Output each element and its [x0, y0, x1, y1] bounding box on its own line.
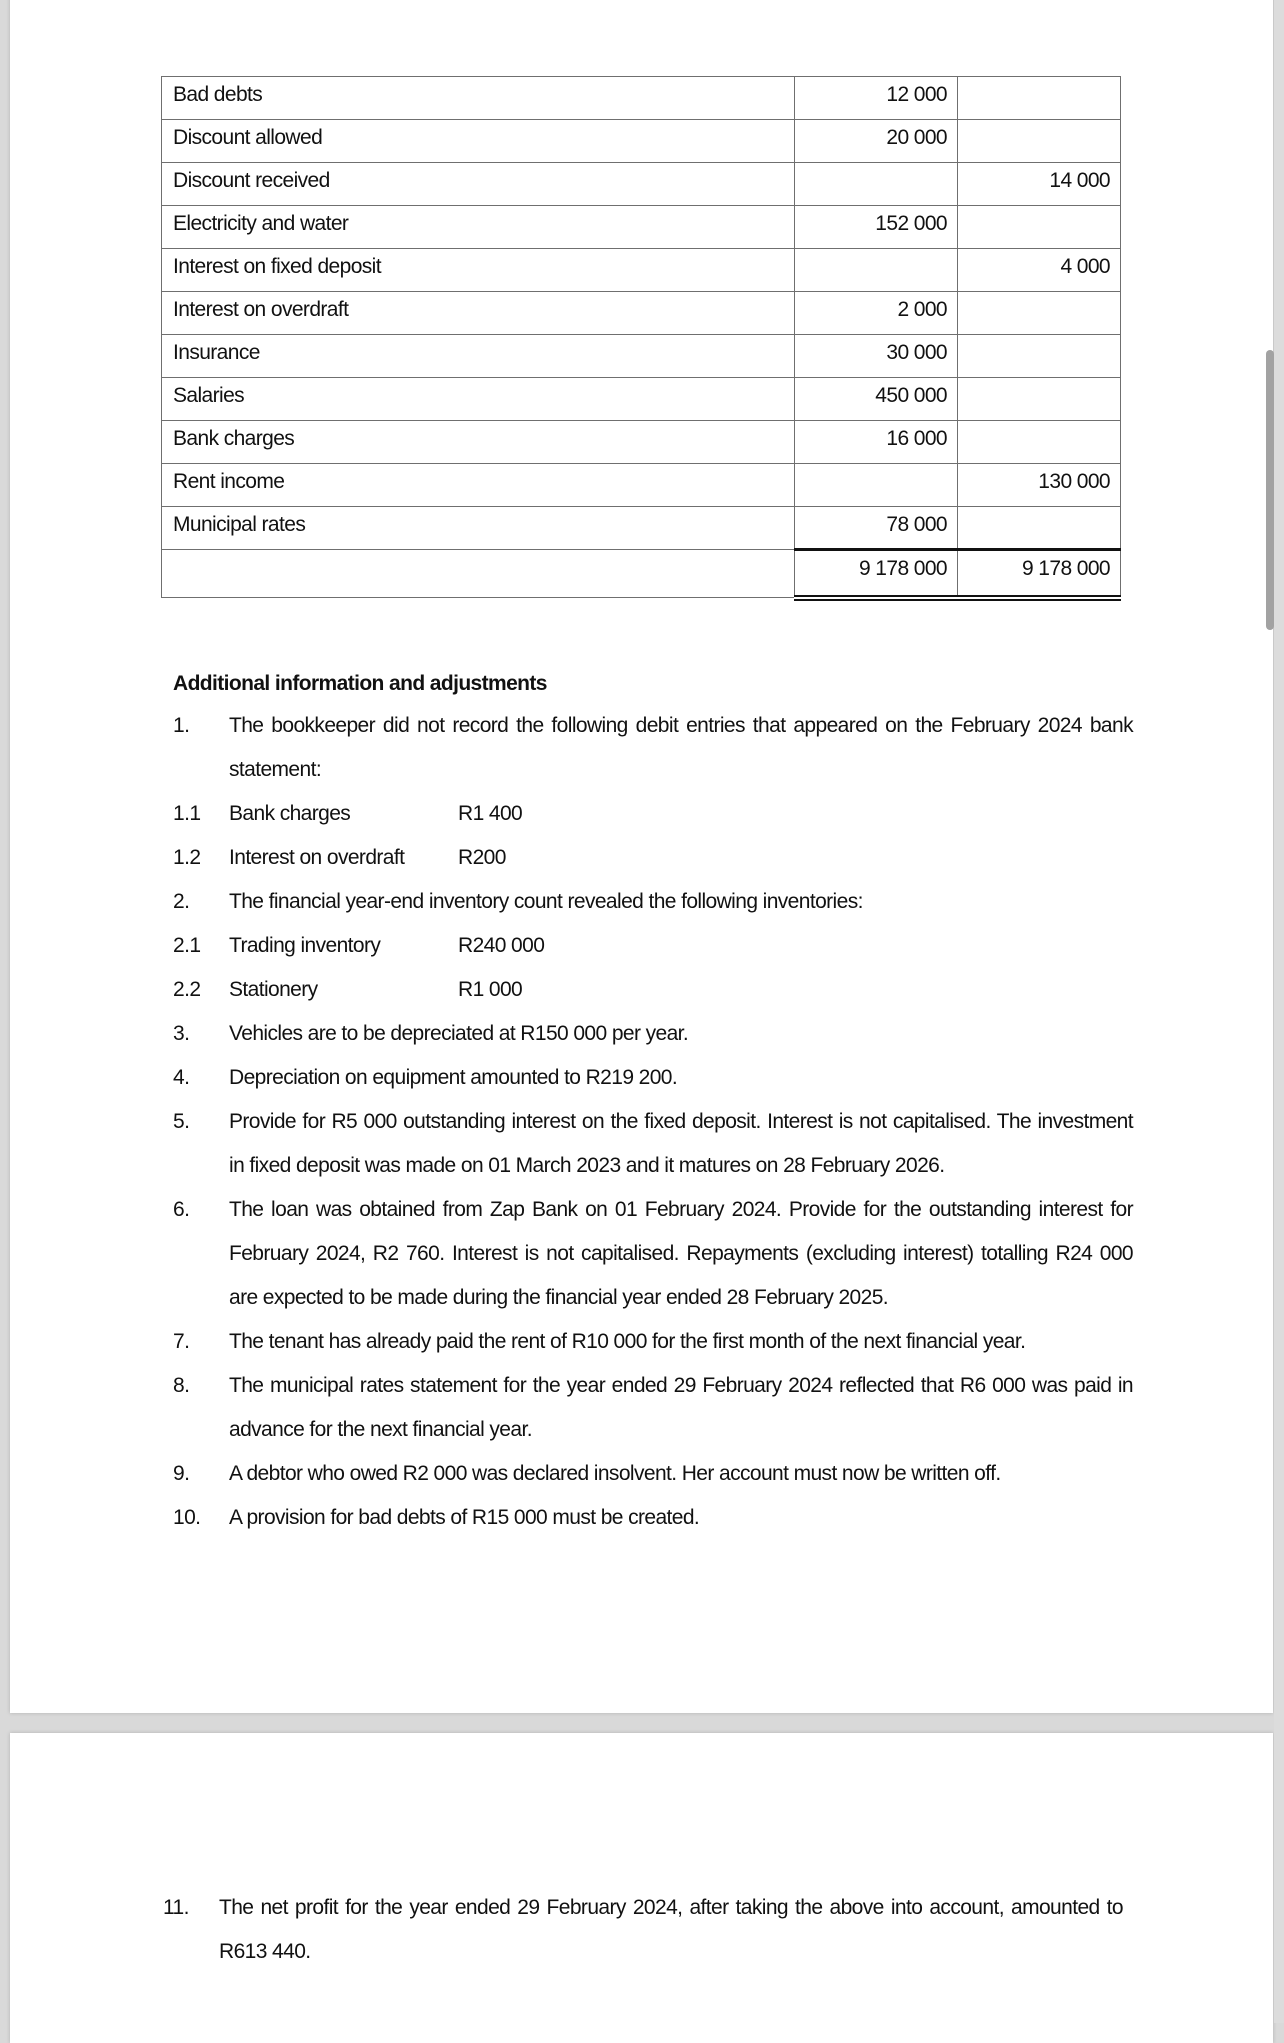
list-item: [173, 880, 1133, 924]
item-value: R200: [458, 846, 506, 869]
list-item: [173, 704, 1133, 792]
account-name: Bank charges: [162, 421, 795, 464]
account-name: Interest on overdraft: [162, 292, 795, 335]
account-name: Salaries: [162, 378, 795, 421]
item-number: 1.: [173, 714, 190, 737]
sub-list-item: [173, 836, 1133, 880]
list-item: [173, 1364, 1133, 1452]
credit-amount: [958, 421, 1121, 464]
account-name: Bad debts: [162, 77, 795, 120]
item-text: The net profit for the year ended 29 February 2024, after taking the above into account, amounted to R613 440.: [219, 1896, 1123, 1963]
table-row: [162, 464, 1121, 507]
table-row: [162, 507, 1121, 550]
credit-amount: [958, 292, 1121, 335]
item-value: R240 000: [458, 934, 545, 957]
table-row: [162, 421, 1121, 464]
scrollbar-thumb[interactable]: [1266, 350, 1274, 630]
item-text: Depreciation on equipment amounted to R219 200.: [229, 1066, 678, 1089]
account-name: Discount received: [162, 163, 795, 206]
credit-amount: [958, 77, 1121, 120]
table-row: [162, 249, 1121, 292]
item-number: 9.: [173, 1462, 190, 1485]
item-number: 10.: [173, 1506, 201, 1529]
item-number: 2.: [173, 890, 190, 913]
debit-amount: 20 000: [795, 120, 958, 163]
item-number: 11.: [163, 1896, 189, 1919]
credit-amount: [958, 206, 1121, 249]
sub-list-item: [173, 968, 1133, 1012]
table-row: [162, 120, 1121, 163]
debit-amount: 12 000: [795, 77, 958, 120]
item-number: 1.1: [173, 802, 201, 825]
total-label: [162, 550, 795, 598]
sub-list-item: [173, 924, 1133, 968]
debit-amount: [795, 464, 958, 507]
account-name: Interest on fixed deposit: [162, 249, 795, 292]
item-number: 5.: [173, 1110, 190, 1133]
list-item: [173, 1496, 1133, 1540]
item-number: 4.: [173, 1066, 190, 1089]
credit-amount: 14 000: [958, 163, 1121, 206]
debit-amount: 152 000: [795, 206, 958, 249]
item-text: A provision for bad debts of R15 000 must be created.: [229, 1506, 700, 1529]
account-name: Municipal rates: [162, 507, 795, 550]
item-text: The loan was obtained from Zap Bank on 01 February 2024. Provide for the outstanding interest for February 2024, R2 760. Interest is not capitalised. Repayments (excluding interest) totalling R24 000 are expected to be made during the financial year ended 28 February 2025.: [229, 1198, 1133, 1309]
item-number: 2.2: [173, 978, 201, 1001]
credit-amount: 4 000: [958, 249, 1121, 292]
item-number: 8.: [173, 1374, 190, 1397]
debit-amount: 30 000: [795, 335, 958, 378]
list-item: [173, 1056, 1133, 1100]
credit-amount: 130 000: [958, 464, 1121, 507]
item-text: The financial year-end inventory count revealed the following inventories:: [229, 890, 863, 913]
item-text: The municipal rates statement for the year ended 29 February 2024 reflected that R6 000 was paid in advance for the next financial year.: [229, 1374, 1133, 1441]
table-row: [162, 163, 1121, 206]
item-text: The bookkeeper did not record the following debit entries that appeared on the February 2024 bank statement:: [229, 714, 1133, 781]
item-text: Vehicles are to be depreciated at R150 000 per year.: [229, 1022, 689, 1045]
document-page-1: [10, 0, 1273, 1713]
credit-amount: [958, 335, 1121, 378]
item-label: Stationery: [229, 978, 318, 1001]
debit-amount: [795, 163, 958, 206]
trial-balance-table: [161, 76, 1121, 601]
additional-information-continued: [163, 1886, 1123, 1974]
total-credit: 9 178 000: [958, 550, 1121, 598]
account-name: Rent income: [162, 464, 795, 507]
item-number: 6.: [173, 1198, 190, 1221]
account-name: Insurance: [162, 335, 795, 378]
item-label: Interest on overdraft: [229, 846, 405, 869]
credit-amount: [958, 378, 1121, 421]
debit-amount: 78 000: [795, 507, 958, 550]
debit-amount: 2 000: [795, 292, 958, 335]
table-row: [162, 206, 1121, 249]
debit-amount: 450 000: [795, 378, 958, 421]
item-text: The tenant has already paid the rent of R10 000 for the first month of the next financial year.: [229, 1330, 1026, 1353]
total-debit: 9 178 000: [795, 550, 958, 598]
account-name: Electricity and water: [162, 206, 795, 249]
debit-amount: 16 000: [795, 421, 958, 464]
table-row: [162, 335, 1121, 378]
table-row: [162, 77, 1121, 120]
sub-list-item: [173, 792, 1133, 836]
list-item: [173, 1188, 1133, 1320]
list-item: [163, 1886, 1123, 1974]
item-text: Provide for R5 000 outstanding interest on the fixed deposit. Interest is not capitalised. The investment in fixed deposit was made on 01 March 2023 and it matures on 28 February 2026.: [229, 1110, 1133, 1177]
debit-amount: [795, 249, 958, 292]
account-name: Discount allowed: [162, 120, 795, 163]
item-label: Trading inventory: [229, 934, 381, 957]
item-text: A debtor who owed R2 000 was declared insolvent. Her account must now be written off.: [229, 1462, 1001, 1485]
credit-amount: [958, 507, 1121, 550]
list-item: [173, 1452, 1133, 1496]
item-number: 2.1: [173, 934, 201, 957]
table-row: [162, 378, 1121, 421]
item-value: R1 400: [458, 802, 523, 825]
list-item: [173, 1100, 1133, 1188]
total-row: [162, 550, 1121, 598]
item-number: 3.: [173, 1022, 190, 1045]
item-label: Bank charges: [229, 802, 351, 825]
scrollbar-track[interactable]: [1274, 0, 1284, 2023]
credit-amount: [958, 120, 1121, 163]
list-item: [173, 1012, 1133, 1056]
section-heading: Additional information and adjustments: [173, 672, 547, 695]
table-row: [162, 292, 1121, 335]
item-value: R1 000: [458, 978, 523, 1001]
item-number: 1.2: [173, 846, 201, 869]
list-item: [173, 1320, 1133, 1364]
additional-information: [173, 672, 1133, 1540]
item-number: 7.: [173, 1330, 190, 1353]
